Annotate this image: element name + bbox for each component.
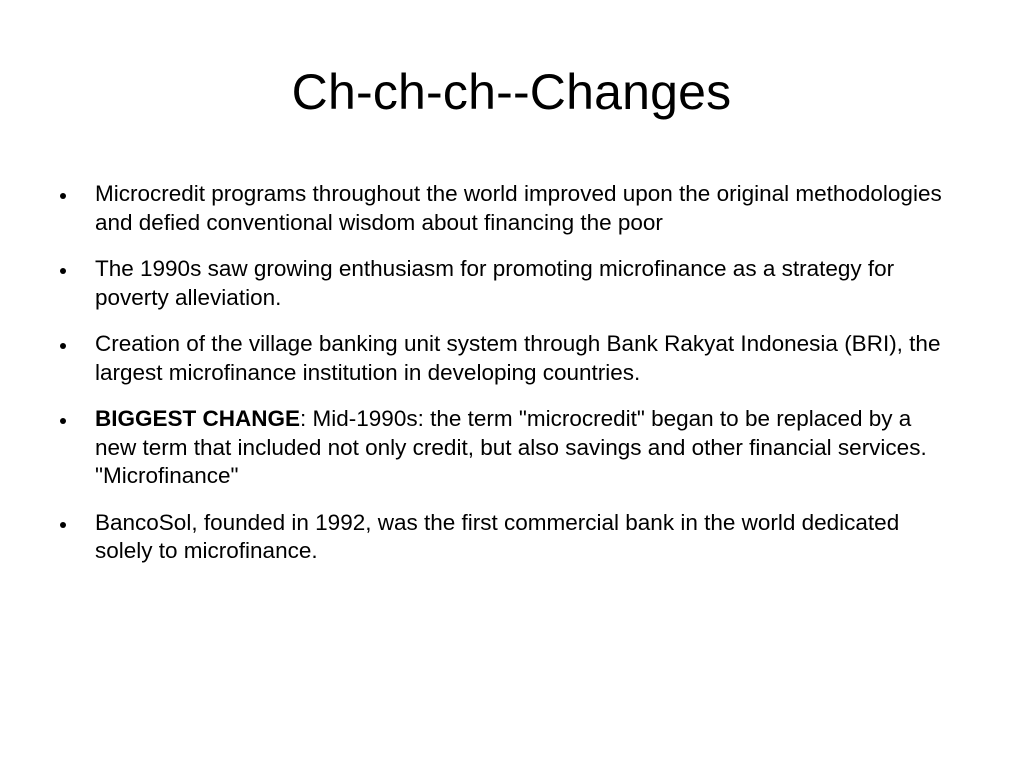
slide-title: Ch-ch-ch--Changes xyxy=(291,64,732,120)
bullet-text: BancoSol, founded in 1992, was the first commercial bank in the world dedicated solely to microfinance. xyxy=(95,509,900,563)
bullet-dot-icon xyxy=(60,418,66,424)
bullet-dot-icon xyxy=(60,522,66,528)
bullet-text: Microcredit programs throughout the world improved upon the original methodologies and defied conventional wisdom about financing the poor xyxy=(95,181,942,235)
bullet-item xyxy=(56,405,956,491)
bullet-dot-icon xyxy=(60,268,66,274)
bullet-list xyxy=(56,180,956,584)
bullet-text: The 1990s saw growing enthusiasm for promoting microfinance as a strategy for poverty alleviation. xyxy=(95,256,895,310)
bullet-item xyxy=(56,255,956,312)
bullet-text: : Mid-1990s: the term "microcredit" began to be replaced by a new term that included not only credit, but also savings and other financial services. "Microfinance" xyxy=(95,406,927,488)
bullet-bold-lead: BIGGEST CHANGE xyxy=(95,406,301,431)
bullet-dot-icon xyxy=(60,343,66,349)
bullet-item xyxy=(56,509,956,566)
bullet-item xyxy=(56,330,956,387)
bullet-item xyxy=(56,180,956,237)
bullet-dot-icon xyxy=(60,193,66,199)
bullet-text: Creation of the village banking unit system through Bank Rakyat Indonesia (BRI), the largest microfinance institution in developing countries. xyxy=(95,331,941,385)
